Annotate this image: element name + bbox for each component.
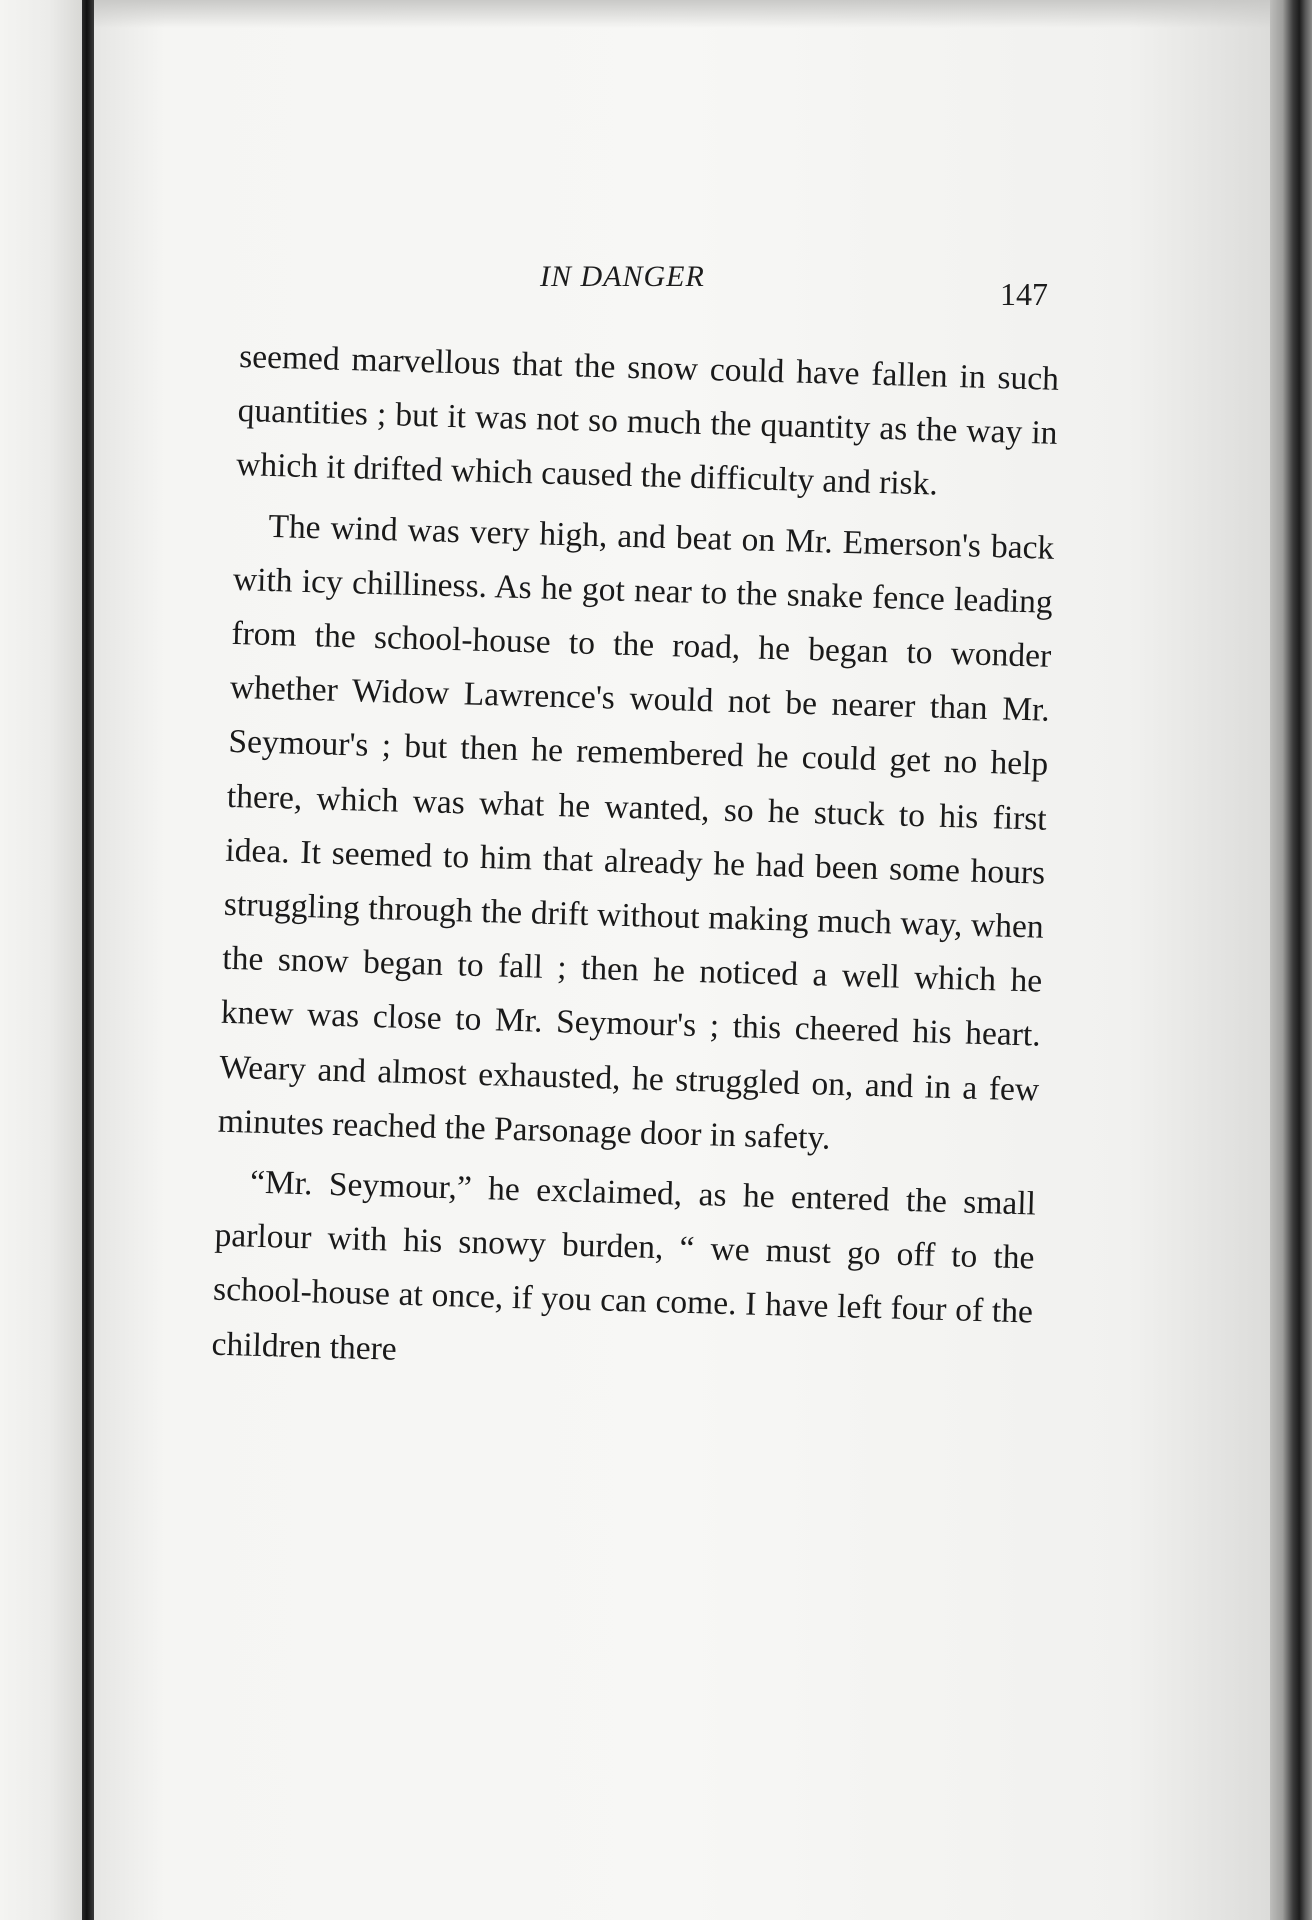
facing-page-margin <box>0 0 82 1920</box>
page-top-shadow <box>94 0 1270 28</box>
paragraph: “Mr. Seymour,” he exclaimed, as he entered the small parlour with his snowy burden, “ we must go off to the school-house at once, if you can come. I have left four of the children there <box>211 1163 1037 1368</box>
paragraph-continuation: seemed marvellous that the snow could have fallen in such quantities ; but it was not so much the quantity as the way in which it drifted which caused the difficulty and risk. <box>235 337 1060 503</box>
paragraph: The wind was very high, and beat on Mr. Emerson's back with icy chilliness. As he got near to the snake fence leading from the school-house to the road, he began to wonder whether Widow Lawrence's would not be nearer than Mr. Seymour's ; but then he remembered he could get no help there, which was what he wanted, so he stuck to his first idea. It seemed to him that already he had been some hours struggling through the drift without making much way, when the snow began to fall ; then he noticed a well which he knew was close to Mr. Seymour's ; this cheered his heart. Weary and almost exhausted, he struggled on, and in a few minutes reached the Parsonage door in safety. <box>217 507 1055 1157</box>
book-gutter <box>82 0 94 1920</box>
body-text <box>211 330 1060 1394</box>
page-number: 147 <box>1000 276 1048 312</box>
page-edge <box>1270 0 1312 1920</box>
running-head: IN DANGER <box>540 260 705 293</box>
